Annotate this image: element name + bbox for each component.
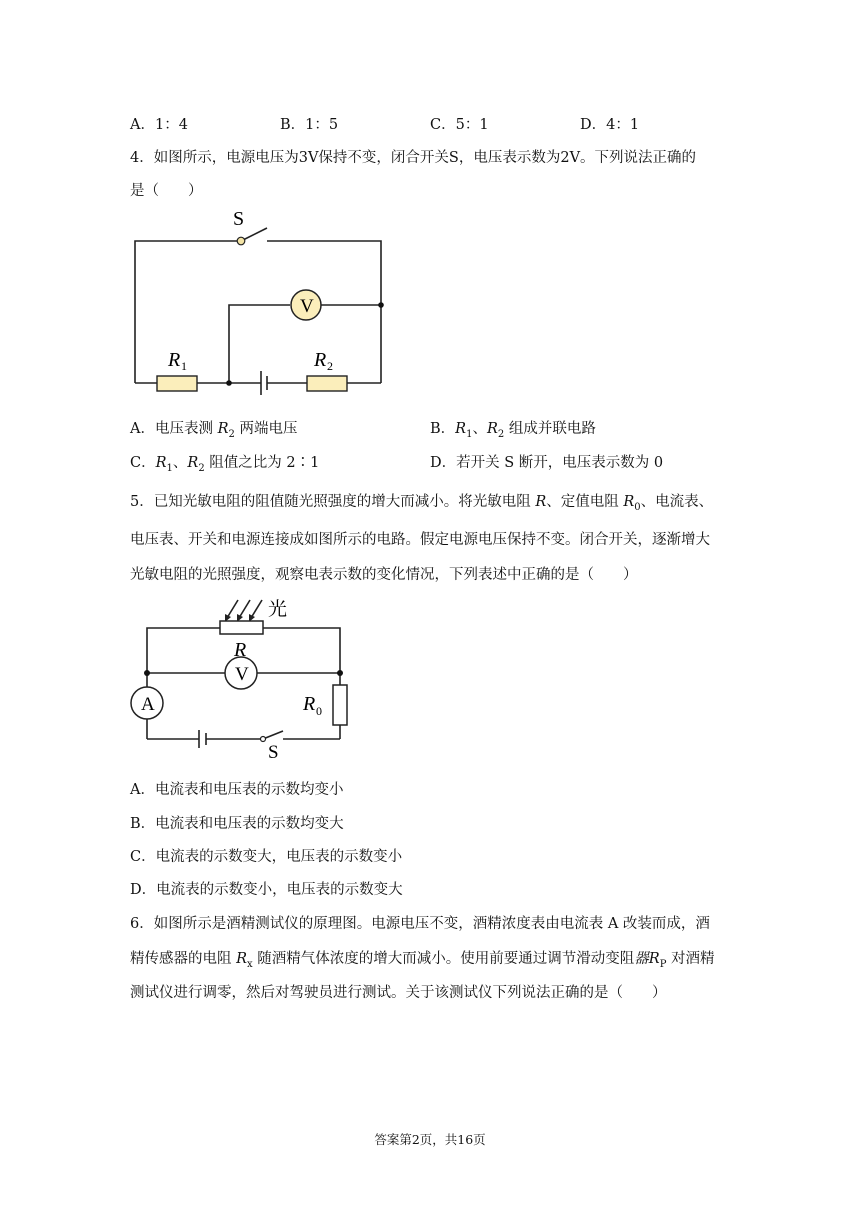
- option-b: B．1：5: [280, 117, 339, 133]
- switch-label: S: [268, 742, 279, 763]
- question-4-stem-line2: 是（ ）: [130, 183, 203, 199]
- resistor-r2: [307, 376, 347, 391]
- q5-option-c: C．电流表的示数变大，电压表的示数变小: [130, 849, 403, 865]
- option-c: C．5：1: [430, 117, 489, 133]
- q5-option-d: D．电流表的示数变小，电压表的示数变大: [130, 882, 403, 898]
- voltmeter-label: V: [300, 296, 314, 317]
- r1-label: R: [168, 349, 181, 371]
- q4-option-c: C．$R_1$、$R_2$ 阻值之比为 2∶1: [130, 455, 320, 474]
- r2-sub: 2: [327, 359, 333, 373]
- question-6-stem-line1: 6．如图所示是酒精测试仪的原理图。电源电压不变，酒精浓度表由电流表 A 改装而成，酒: [130, 916, 710, 932]
- r2-label: R: [314, 349, 327, 371]
- r0-label: R: [303, 693, 316, 715]
- option-a: A．1：4: [130, 117, 188, 133]
- switch-label: S: [233, 208, 245, 230]
- r1-sub: 1: [181, 359, 187, 373]
- photoresistor: [220, 621, 263, 634]
- resistor-r1: [157, 376, 197, 391]
- question-4-circuit-diagram: [120, 200, 400, 405]
- q5-option-a: A．电流表和电压表的示数均变小: [130, 782, 344, 798]
- resistor-r0: [333, 685, 347, 725]
- page-footer: 答案第2页，共16页: [374, 1132, 486, 1147]
- q4-option-d: D．若开关 S 断开，电压表示数为 0: [430, 455, 664, 471]
- question-5-stem-line1: 5．已知光敏电阻的阻值随光照强度的增大而减小。将光敏电阻 R、定值电阻 $R_0$、电流表、: [130, 494, 714, 513]
- q5-option-b: B．电流表和电压表的示数均变大: [130, 816, 344, 832]
- question-6-stem-line2: 精传感器的电阻 $R_x$ 随酒精气体浓度的增大而减小。使用前要通过调节滑动变阻器$R_P$ 对酒精: [130, 951, 715, 970]
- question-4-stem-line1: 4．如图所示，电源电压为3V保持不变，闭合开关S，电压表示数为2V。下列说法正确的: [130, 150, 697, 166]
- voltmeter-label: V: [235, 664, 249, 685]
- question-5-circuit-diagram: [120, 590, 380, 765]
- light-label: 光: [268, 599, 288, 620]
- r-label: R: [234, 639, 247, 661]
- q4-option-a: A．电压表测 $R_2$ 两端电压: [130, 421, 298, 440]
- question-5-stem-line3: 光敏电阻的光照强度，观察电表示数的变化情况，下列表述中正确的是（ ）: [130, 567, 638, 583]
- option-d: D．4：1: [580, 117, 640, 133]
- r0-sub: 0: [316, 704, 322, 718]
- ammeter-label: A: [141, 694, 155, 715]
- question-6-stem-line3: 测试仪进行调零，然后对驾驶员进行测试。关于该测试仪下列说法正确的是（ ）: [130, 985, 667, 1001]
- q4-option-b: B．$R_1$、$R_2$ 组成并联电路: [430, 421, 596, 440]
- question-5-stem-line2: 电压表、开关和电源连接成如图所示的电路。假定电源电压保持不变。闭合开关，逐渐增大: [130, 532, 710, 548]
